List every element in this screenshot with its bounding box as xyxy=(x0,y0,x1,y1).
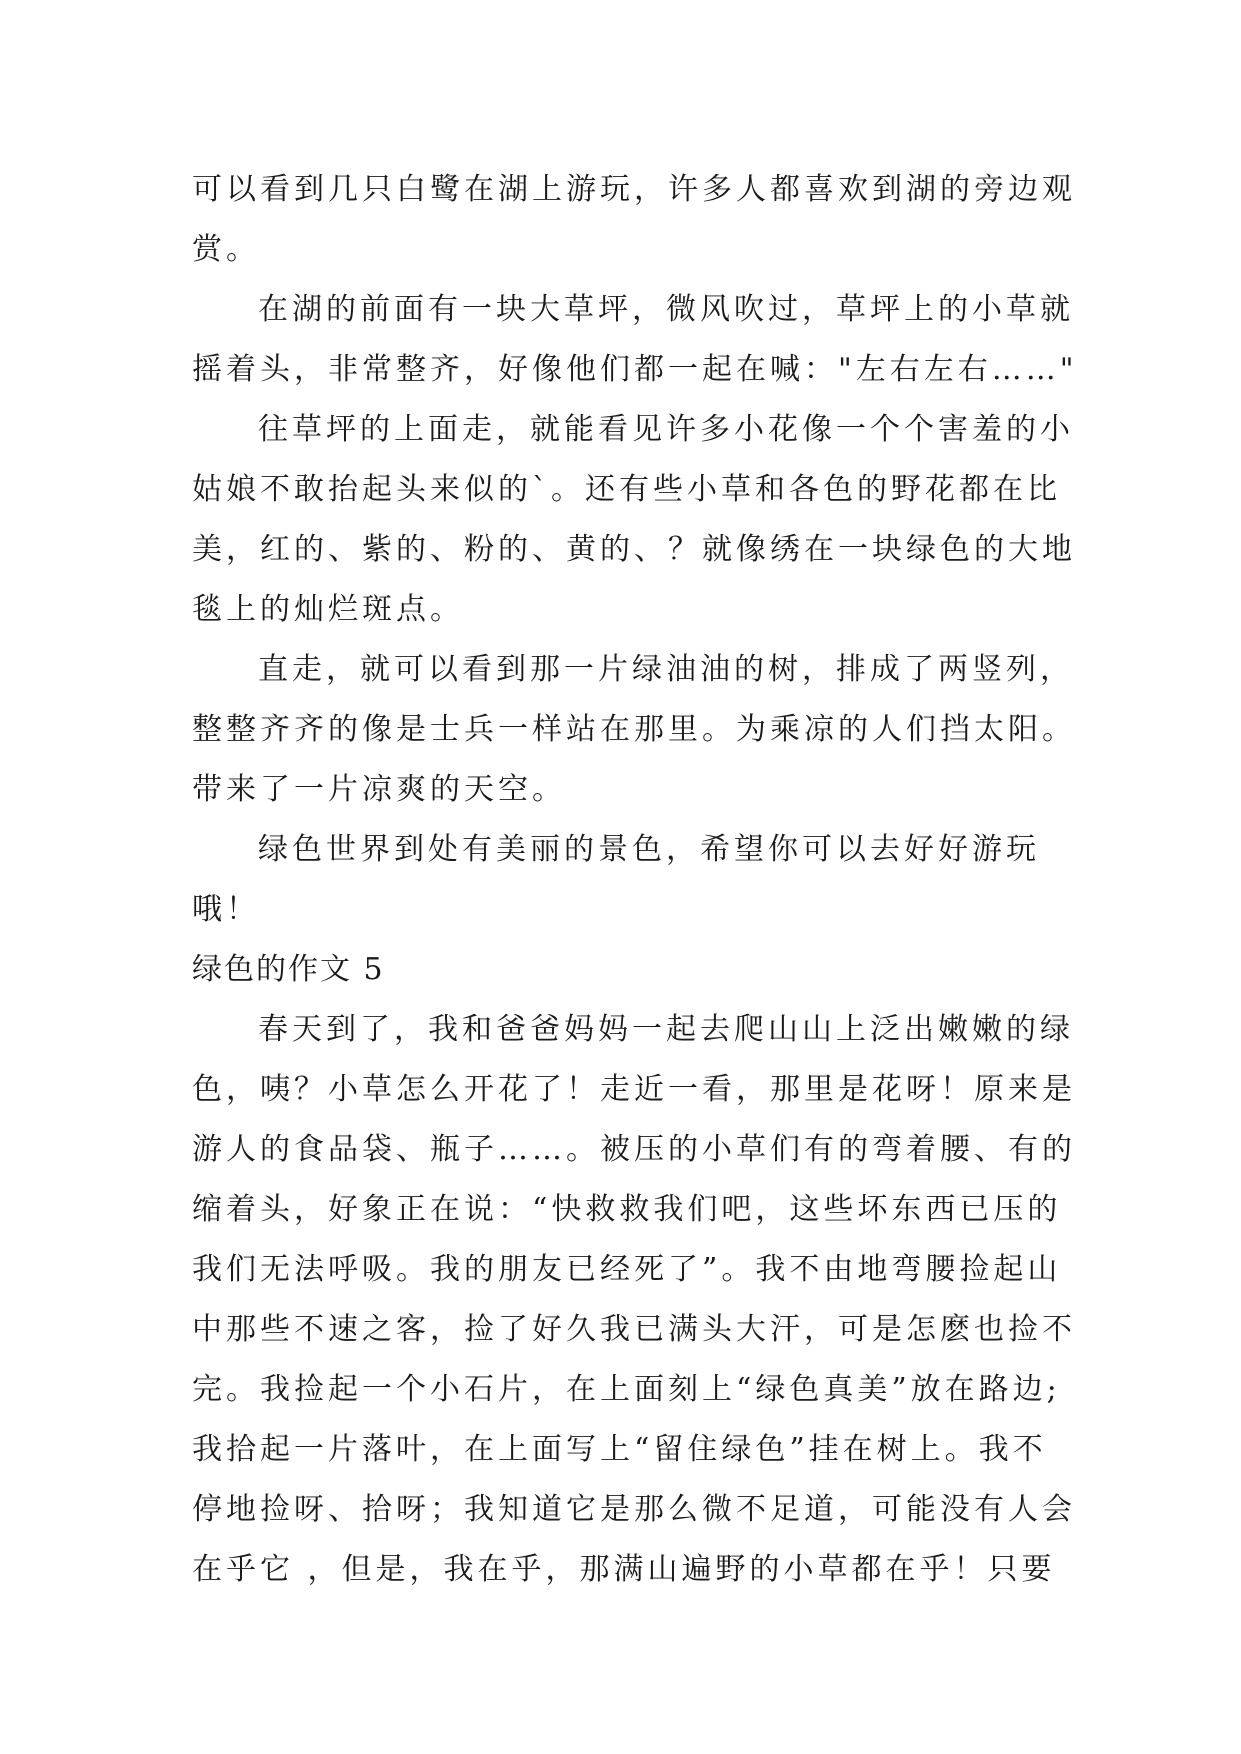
text-line: 在湖的前面有一块大草坪，微风吹过，草坪上的小草就 xyxy=(258,292,1074,327)
text-line: 完。我捡起一个小石片，在上面刻上“绿色真美”放在路边; xyxy=(192,1372,1061,1407)
text-line: 缩着头，好象正在说：“快救救我们吧，这些坏东西已压的 xyxy=(192,1192,1062,1227)
text-line: 哦！ xyxy=(192,892,260,927)
text-line: 整整齐齐的像是士兵一样站在那里。为乘凉的人们挡太阳。 xyxy=(192,712,1076,747)
text-line: 直走，就可以看到那一片绿油油的树，排成了两竖列， xyxy=(258,652,1074,687)
section-heading: 绿色的作文 5 xyxy=(192,952,385,987)
text-line: 在乎它 ，但是，我在乎，那满山遍野的小草都在乎！只要 xyxy=(192,1552,1056,1587)
text-line: 姑娘不敢抬起头来似的`。还有些小草和各色的野花都在比 xyxy=(192,472,1061,507)
text-line: 摇着头，非常整齐，好像他们都一起在喊："左右左右……" xyxy=(192,352,1078,387)
text-line: 带来了一片凉爽的天空。 xyxy=(192,772,566,807)
text-line: 我拾起一片落叶，在上面写上“留住绿色”挂在树上。我不 xyxy=(192,1432,1047,1467)
text-line: 游人的食品袋、瓶子……。被压的小草们有的弯着腰、有的 xyxy=(192,1132,1076,1167)
text-line: 可以看到几只白鹭在湖上游玩，许多人都喜欢到湖的旁边观 xyxy=(192,172,1076,207)
text-line: 色，咦？小草怎么开花了！走近一看，那里是花呀！原来是 xyxy=(192,1072,1076,1107)
text-line: 赏。 xyxy=(192,232,260,267)
text-line: 绿色世界到处有美丽的景色，希望你可以去好好游玩 xyxy=(258,832,1040,867)
text-line: 美，红的、紫的、粉的、黄的、？就像绣在一块绿色的大地 xyxy=(192,532,1076,567)
text-line: 停地捡呀、拾呀；我知道它是那么微不足道，可能没有人会 xyxy=(192,1492,1076,1527)
document-body xyxy=(192,160,1078,1600)
text-line: 毯上的灿烂斑点。 xyxy=(192,592,464,627)
text-line: 往草坪的上面走，就能看见许多小花像一个个害羞的小 xyxy=(258,412,1074,447)
text-line: 我们无法呼吸。我的朋友已经死了”。我不由地弯腰捡起山 xyxy=(192,1252,1062,1287)
text-line: 春天到了，我和爸爸妈妈一起去爬山山上泛出嫩嫩的绿 xyxy=(258,1012,1074,1047)
text-line: 中那些不速之客，捡了好久我已满头大汗，可是怎麽也捡不 xyxy=(192,1312,1076,1347)
